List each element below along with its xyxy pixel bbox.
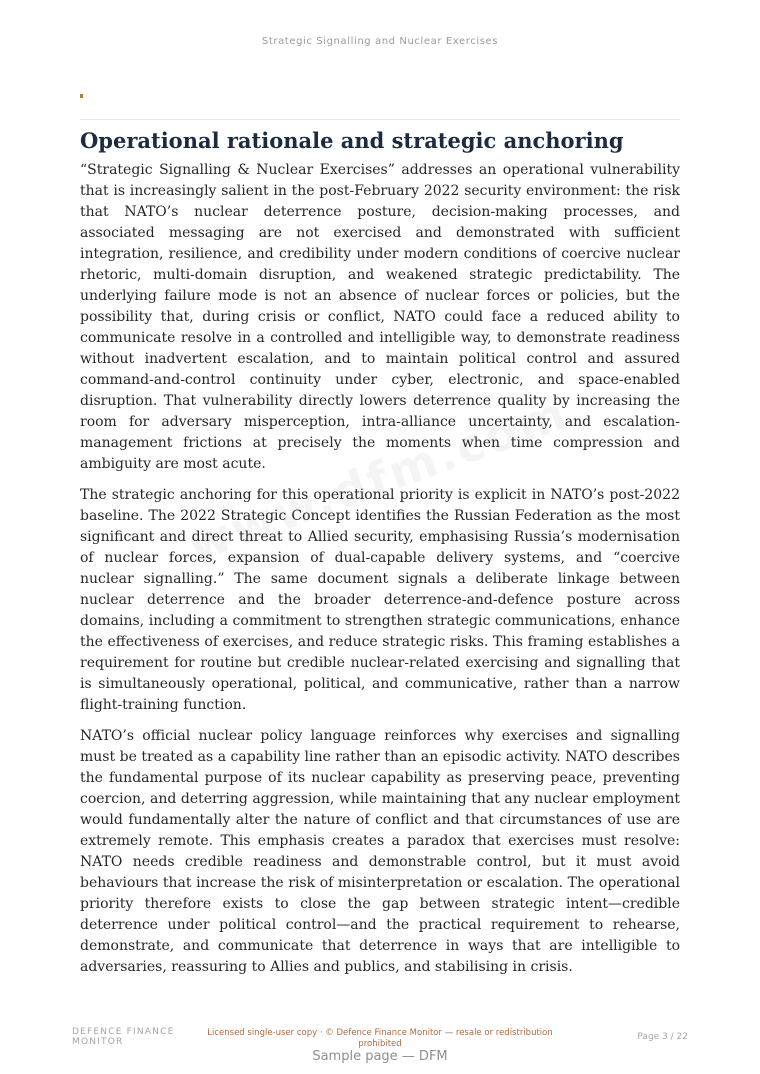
- page-content: [80, 126, 680, 988]
- body-paragraph: NATO’s official nuclear policy language reinforces why exercises and signalling must be treated as a capability line rather than an episodic activity. NATO describes the fundamental purpose of its nuclear capability as preserving peace, preventing coercion, and deterring aggression, while maintaining that any nuclear employment would fundamentally alter the nature of conflict and that circumstances of use are extremely remote. This emphasis creates a paradox that exercises must resolve: NATO needs credible readiness and demonstrable control, but it must avoid behaviours that increase the risk of misinterpretation or escalation. The operational priority therefore exists to close the gap between strategic intent—credible deterrence under political control—and the practical requirement to rehearse, demonstrate, and communicate that deterrence in ways that are intelligible to adversaries, reassuring to Allies and publics, and stabilising in crisis.: [80, 728, 680, 975]
- body-paragraph: “Strategic Signalling & Nuclear Exercises” addresses an operational vulnerability that is increasingly salient in the post-February 2022 security environment: the risk that NATO’s nuclear deterrence posture, decision-making processes, and associated messaging are not exercised and demonstrated with sufficient integration, resilience, and credibility under modern conditions of coercive nuclear rhetoric, multi-domain disruption, and weakened strategic predictability. The underlying failure mode is not an absence of nuclear forces or policies, but the possibility that, during crisis or conflict, NATO could face a reduced ability to communicate resolve in a controlled and intelligible way, to demonstrate readiness without inadvertent escalation, and to maintain political control and assured command-and-control continuity under cyber, electronic, and space-enabled disruption. That vulnerability directly lowers deterrence quality by increasing the room for adversary misperception, intra-alliance uncertainty, and escalation-management frictions at precisely the moments when time compression and ambiguity are most acute.: [80, 162, 680, 472]
- section-marker: [80, 94, 83, 98]
- section-title: Operational rationale and strategic anchoring: [80, 128, 624, 153]
- running-header: Strategic Signalling and Nuclear Exercises: [261, 36, 499, 47]
- page-number: Page 3 / 22: [637, 1032, 688, 1042]
- footer-publisher: DEFENCE FINANCE MONITOR: [72, 1027, 175, 1047]
- header-divider: [80, 119, 680, 120]
- body-paragraph: The strategic anchoring for this operational priority is explicit in NATO’s post-2022 baseline. The 2022 Strategic Concept identifies the Russian Federation as the most significant and direct threat to Allied security, emphasising Russia’s modernisation of nuclear forces, expansion of dual-capable delivery systems, and “coercive nuclear signalling.” The same document signals a deliberate linkage between nuclear deterrence and the broader deterrence-and-defence posture across domains, including a commitment to strengthen strategic communications, enhance the effectiveness of exercises, and reduce strategic risks. This framing establishes a requirement for routine but credible nuclear-related exercising and signalling that is simultaneously operational, political, and communicative, rather than a narrow flight-training function.: [80, 487, 680, 713]
- sample-page-label: Sample page — DFM: [312, 1049, 448, 1064]
- footer-license-notice: Licensed single-user copy · © Defence Finance Monitor — resale or redistribution prohibited: [207, 1028, 553, 1049]
